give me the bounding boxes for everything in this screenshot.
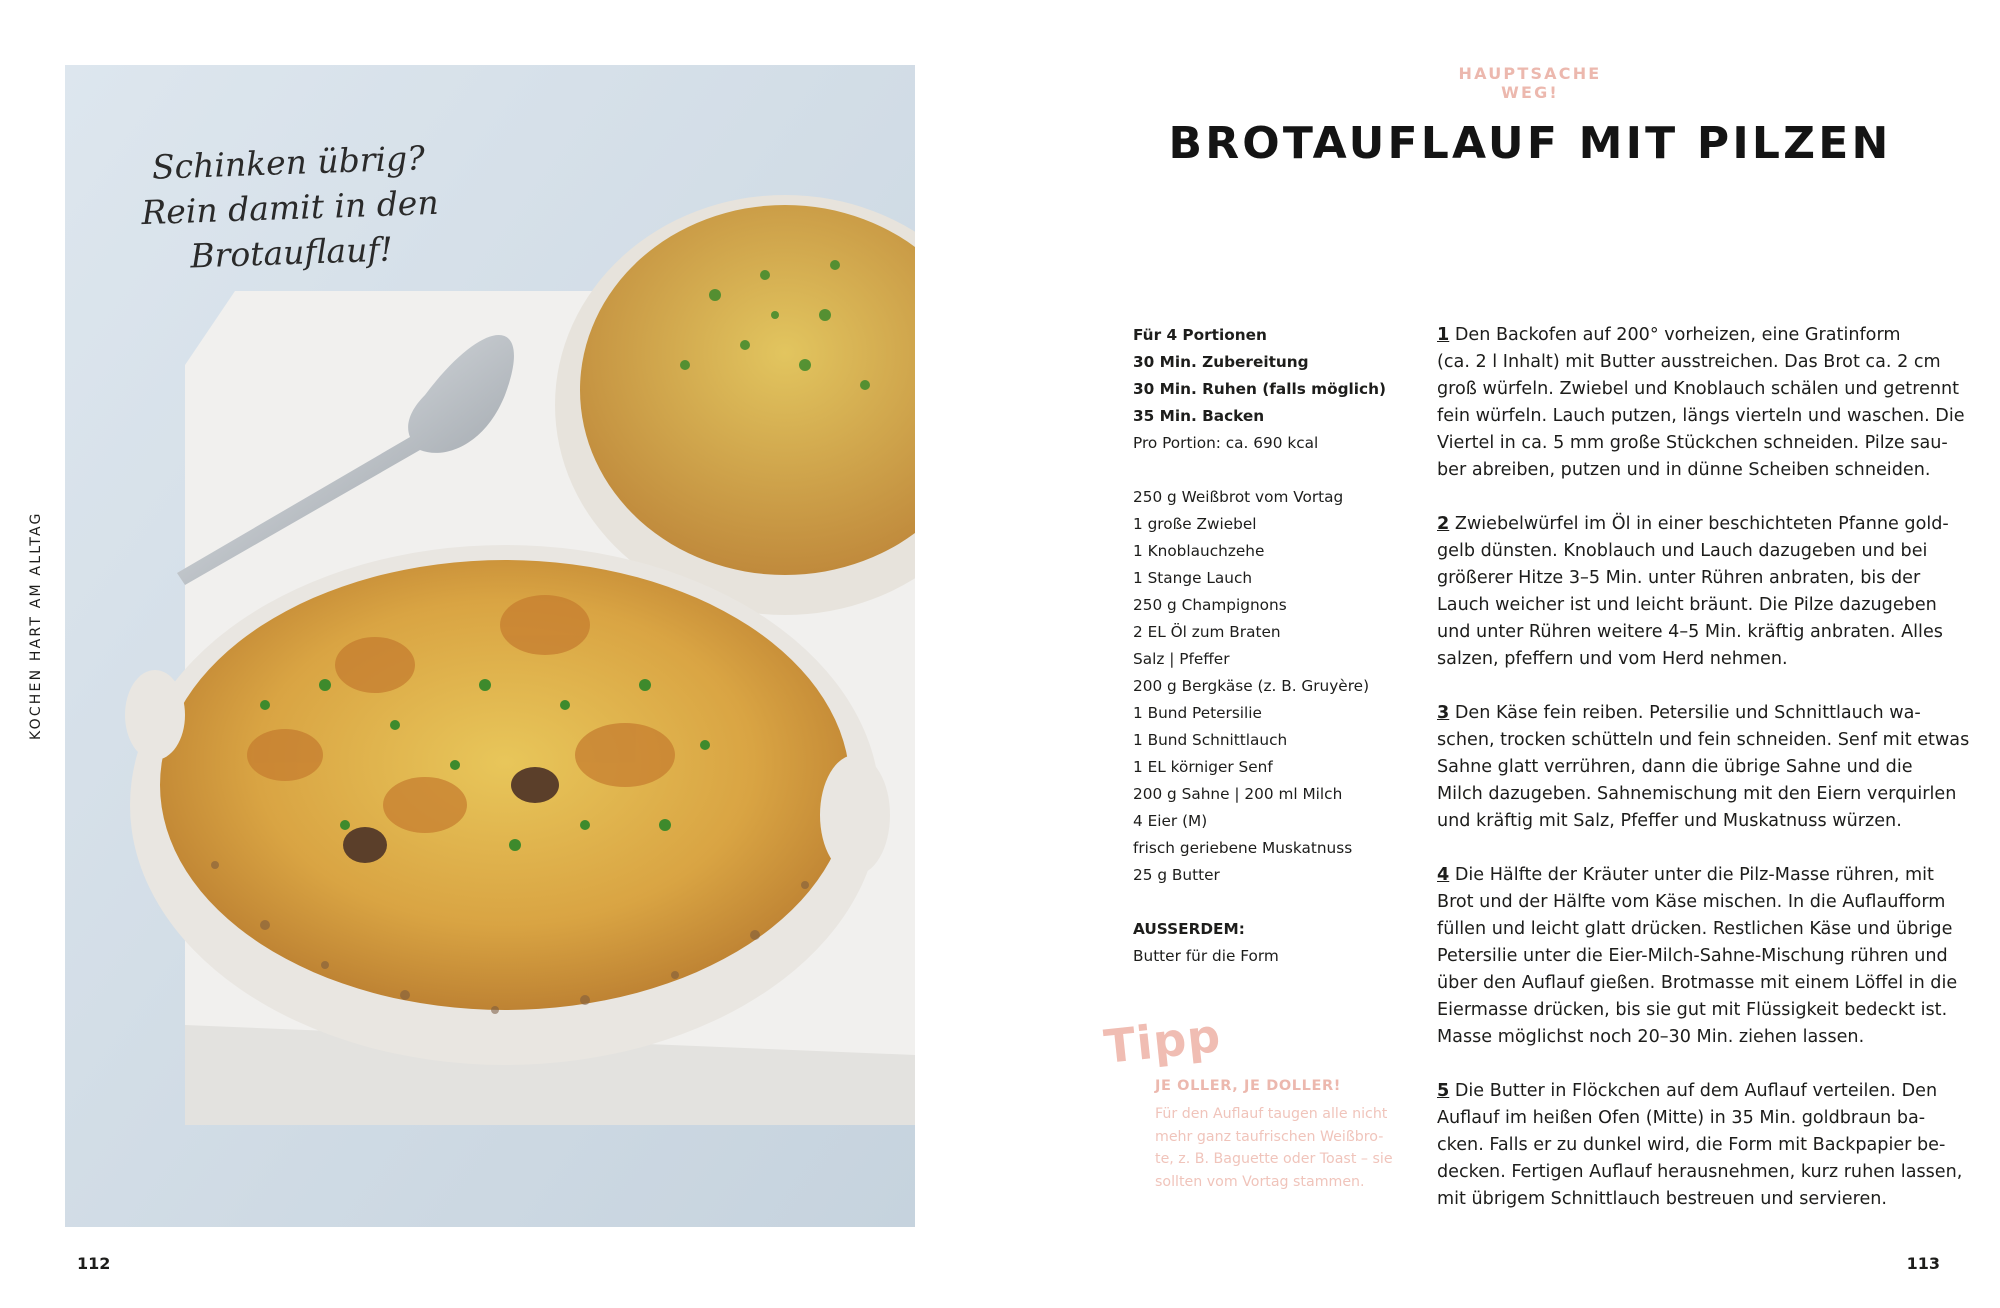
step-line: schen, trocken schütteln und fein schneiden. Senf mit etwas — [1437, 730, 1970, 750]
step-1 — [1437, 322, 1965, 484]
ingredient-item: 1 Stange Lauch — [1133, 569, 1253, 587]
step-number: 4 — [1437, 865, 1450, 885]
ingredient-item: 25 g Butter — [1133, 866, 1220, 884]
step-line: decken. Fertigen Auflauf herausnehmen, kurz ruhen lassen, — [1437, 1162, 1963, 1182]
step-line: 4 Die Hälfte der Kräuter unter die Pilz-Masse rühren, mit — [1437, 865, 1934, 885]
step-line: Masse möglichst noch 20–30 Min. ziehen lassen. — [1437, 1027, 1865, 1047]
step-line: groß würfeln. Zwiebel und Knoblauch schälen und getrennt — [1437, 379, 1960, 399]
tip-line: sollten vom Vortag stammen. — [1155, 1173, 1365, 1190]
meta-rest-time: 30 Min. Ruhen (falls möglich) — [1133, 380, 1386, 398]
ingredient-item: 200 g Bergkäse (z. B. Gruyère) — [1133, 677, 1370, 695]
recipe-title: BROTAUFLAUF MIT PILZEN — [1168, 118, 1892, 169]
step-line: fein würfeln. Lauch putzen, längs vierteln und waschen. Die — [1437, 406, 1965, 426]
step-line: 5 Die Butter in Flöckchen auf dem Auflauf verteilen. Den — [1437, 1081, 1938, 1101]
ingredient-item: 200 g Sahne | 200 ml Milch — [1133, 785, 1343, 803]
ingredient-column — [1133, 322, 1433, 970]
ingredient-item: 250 g Weißbrot vom Vortag — [1133, 488, 1344, 506]
page-number-right: 113 — [1906, 1254, 1940, 1273]
tip-heading: JE OLLER, JE DOLLER! — [1155, 1078, 1341, 1094]
step-number: 1 — [1437, 325, 1450, 345]
ingredient-item: frisch geriebene Muskatnuss — [1133, 839, 1353, 857]
step-line: Petersilie unter die Eier-Milch-Sahne-Mischung rühren und — [1437, 946, 1948, 966]
ingredient-item: Salz | Pfeffer — [1133, 650, 1230, 668]
spacer — [1133, 889, 1433, 916]
handwritten-line: Brotauflauf! — [189, 229, 394, 276]
step-line: 3 Den Käse fein reiben. Petersilie und Schnittlauch wa- — [1437, 703, 1921, 723]
step-line: Viertel in ca. 5 mm große Stückchen schneiden. Pilze sau- — [1437, 433, 1948, 453]
step-line: (ca. 2 l Inhalt) mit Butter ausstreichen. Das Brot ca. 2 cm — [1437, 352, 1941, 372]
handwritten-line: Schinken übrig? — [151, 138, 426, 187]
step-line: mit übrigem Schnittlauch bestreuen und servieren. — [1437, 1189, 1888, 1209]
step-line: 1 Den Backofen auf 200° vorheizen, eine Gratinform — [1437, 325, 1901, 345]
nutrition-info: Pro Portion: ca. 690 kcal — [1133, 434, 1319, 452]
spine-running-title: KOCHEN HART AM ALLTAG — [28, 511, 44, 740]
step-number: 3 — [1437, 703, 1450, 723]
step-line: Eiermasse drücken, bis sie gut mit Flüssigkeit bedeckt ist. — [1437, 1000, 1948, 1020]
tip-body — [1155, 1103, 1395, 1193]
step-line: über den Auflauf gießen. Brotmasse mit einem Löffel in die — [1437, 973, 1958, 993]
extra-item: Butter für die Form — [1133, 947, 1279, 965]
step-3 — [1437, 700, 1970, 835]
step-line: und unter Rühren weitere 4–5 Min. kräftig anbraten. Alles — [1437, 622, 1943, 642]
step-line: Sahne glatt verrühren, dann die übrige Sahne und die — [1437, 757, 1913, 777]
step-number: 2 — [1437, 514, 1450, 534]
ingredient-item: 4 Eier (M) — [1133, 812, 1208, 830]
step-number: 5 — [1437, 1081, 1450, 1101]
ingredient-item: 250 g Champignons — [1133, 596, 1287, 614]
tip-label: Tipp — [1101, 1008, 1224, 1074]
step-line: füllen und leicht glatt drücken. Restlichen Käse und übrige — [1437, 919, 1953, 939]
handwritten-note — [118, 134, 463, 281]
ingredient-item: 1 Bund Schnittlauch — [1133, 731, 1288, 749]
step-line: Milch dazugeben. Sahnemischung mit den Eiern verquirlen — [1437, 784, 1957, 804]
spacer — [1133, 457, 1433, 484]
method-steps — [1437, 322, 1970, 1240]
ingredient-item: 2 EL Öl zum Braten — [1133, 623, 1281, 641]
step-line: cken. Falls er zu dunkel wird, die Form mit Backpapier be- — [1437, 1135, 1946, 1155]
extra-heading: AUSSERDEM: — [1133, 920, 1245, 938]
tip-line: mehr ganz taufrischen Weißbro- — [1155, 1128, 1384, 1145]
ingredient-item: 1 EL körniger Senf — [1133, 758, 1273, 776]
step-line: größerer Hitze 3–5 Min. unter Rühren anbraten, bis der — [1437, 568, 1921, 588]
step-line: salzen, pfeffern und vom Herd nehmen. — [1437, 649, 1788, 669]
step-5 — [1437, 1078, 1963, 1213]
step-4 — [1437, 862, 1957, 1051]
handwritten-line: Rein damit in den — [140, 182, 440, 233]
step-line: gelb dünsten. Knoblauch und Lauch dazugeben und bei — [1437, 541, 1928, 561]
step-2 — [1437, 511, 1957, 673]
step-line: ber abreiben, putzen und in dünne Scheiben schneiden. — [1437, 460, 1931, 480]
step-line: Auflauf im heißen Ofen (Mitte) in 35 Min. goldbraun ba- — [1437, 1108, 1926, 1128]
meta-prep-time: 30 Min. Zubereitung — [1133, 353, 1309, 371]
ingredient-item: 1 Knoblauchzehe — [1133, 542, 1265, 560]
ingredient-item: 1 Bund Petersilie — [1133, 704, 1262, 722]
step-line: 2 Zwiebelwürfel im Öl in einer beschichteten Pfanne gold- — [1437, 514, 1949, 534]
step-line: Lauch weicher ist und leicht bräunt. Die Pilze dazugeben — [1437, 595, 1937, 615]
meta-bake-time: 35 Min. Backen — [1133, 407, 1265, 425]
step-line: und kräftig mit Salz, Pfeffer und Muskatnuss würzen. — [1437, 811, 1902, 831]
ingredient-item: 1 große Zwiebel — [1133, 515, 1257, 533]
tip-line: Für den Auflauf taugen alle nicht — [1155, 1106, 1388, 1122]
step-line: Brot und der Hälfte vom Käse mischen. In die Auflaufform — [1437, 892, 1946, 912]
page-number-left: 112 — [77, 1254, 111, 1273]
meta-servings: Für 4 Portionen — [1133, 326, 1267, 344]
tip-line: te, z. B. Baguette oder Toast – sie — [1155, 1151, 1393, 1167]
section-kicker: HAUPTSACHE WEG! — [1458, 64, 1602, 102]
